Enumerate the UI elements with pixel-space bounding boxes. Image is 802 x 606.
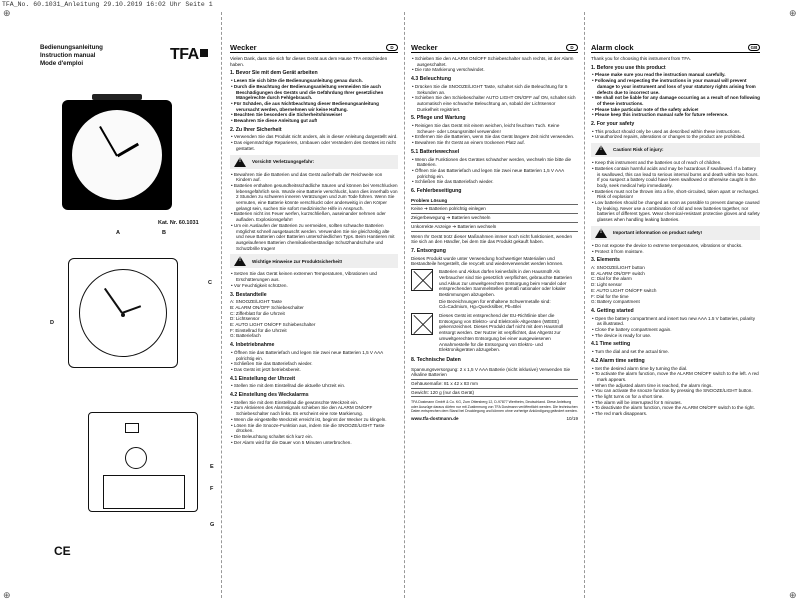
- list-item: • Lösen Sie die Snooze-Funktion aus, indem Sie die SNOOZE/LIGHT Taste drücken.: [230, 423, 398, 434]
- label-a: A: [116, 230, 120, 236]
- list-item: • Batteries contain harmful acids and may be hazardous if swallowed. If a battery is swallowed, this can lead to serious internal burns and death within two hours. If you suspect a battery could have been swallowed or otherwise caught in the body, seek medical help immediately.: [591, 166, 760, 189]
- list-item: • Öffnen Sie das Batteriefach und legen Sie zwei neue Batterien 1,5 V AAA polrichtig ein.: [230, 350, 398, 361]
- cover-title-en: Instruction manual: [40, 52, 96, 59]
- list-item: • Drücken Sie die SNOOZE/LIGHT Taste, schaltet sich die Beleuchtung für 5 Sekunden an.: [411, 84, 578, 95]
- list-item: • Protect it from moisture.: [591, 249, 760, 255]
- list-item: • Do not expose the device to extreme temperatures, vibrations or shocks.: [591, 243, 760, 249]
- de1-intro: Vielen Dank, dass Sie sich für dieses Gerät aus dem Hause TFA entschieden haben.: [230, 56, 388, 67]
- website-link[interactable]: www.tfa-dostmann.de: [411, 416, 459, 422]
- de1-caution-box: ! Vorsicht! Verletzungsgefahr:: [230, 155, 398, 169]
- fold-line: [404, 12, 405, 598]
- table-header: Problem Lösung: [411, 197, 578, 205]
- list-item: B: ALARM ON/OFF switch: [591, 270, 645, 276]
- label-f: F: [210, 486, 214, 492]
- de2-weee-text: Dieses Gerät ist entsprechend der EU-Richtlinie über die Entsorgung von Elektro- und Elektronik-Altgeräten (WEEE) gekennzeichnet. Dieses Produkt darf nicht mit dem Hausmüll entsorgt werden. Der Nutzer ist verpflichtet, das Altgerät zur umweltgerechten Entsorgung bei einer ausgewiesenen Annahmestelle für die Entsorgung von Elektro- und Elektronikgeräten abzugeben.: [439, 313, 564, 353]
- crossed-bin-icon: [411, 313, 433, 335]
- list-item: • Lesen Sie sich bitte die Bedienungsanleitung genau durch.: [230, 78, 398, 84]
- clock-image-diagram: [68, 258, 178, 368]
- list-item: • Following and respecting the instructions in your manual will prevent damage to your instrument and loss of your statutory rights arising from defects due to incorrect use.: [591, 78, 760, 95]
- de2-s7: 7. Entsorgung: [411, 247, 446, 254]
- de2-battery-text: Batterien und Akkus dürfen keinesfalls in den Hausmüll! Als Verbraucher sind Sie gesetzlich verpflichtet, gebrauchte Batterien und Akkus zur umweltgerechten Entsorgung beim Handel oder entsprechenden Sammelstellen gemäß nationaler oder lokaler Bestimmungen abzugeben.: [439, 269, 573, 297]
- list-item: • You can activate the snooze function by pressing the SNOOZE/LIGHT button.: [591, 388, 760, 394]
- cover-title-fr: Mode d'emploi: [40, 60, 84, 67]
- cover-panel: [40, 44, 216, 604]
- registration-mark: ⊕: [3, 590, 11, 600]
- list-item: • Batteries must not be thrown into a fire, short-circuited, taken apart or recharged. Risk of explosion!: [591, 189, 760, 200]
- list-item: • Schieben Sie den Schiebeschalter AUTO LIGHT ON/OFF auf ON, schaltet sich automatisch eine schwache Beleuchtung an, sobald der Lichtsensor Dunkelheit registriert.: [411, 95, 578, 112]
- list-item: • Der Alarm wird für die Dauer von 5 Minuten unterbrochen.: [230, 440, 398, 446]
- de1-country-code: D: [386, 44, 398, 51]
- list-item: • Unauthorized repairs, alterations or changes to the product are prohibited.: [591, 134, 760, 140]
- list-item: • Batterien enthalten gesundheitsschädliche Säuren und können bei Verschlucken lebensgefährlich sein. Wurde eine Batterie verschluckt, kann dies innerhalb von 2 Stunden zu schweren inneren Verätzungen und zum Tode führen. Wenn Sie vermuten, eine Batterie könnte verschluckt oder anderweitig in den Körper gelangt sein, suchen Sie sofort medizinische Hilfe in Anspruch.: [230, 183, 398, 212]
- list-item: • The red mark disappears.: [591, 411, 760, 417]
- de1-s3: 3. Bestandteile: [230, 291, 267, 298]
- en-page: [591, 44, 760, 600]
- list-item: F: Einstellrad für die Uhrzeit: [230, 327, 287, 333]
- list-item: • Please make sure you read the instruction manual carefully.: [591, 72, 760, 78]
- cover-title-de: Bedienungsanleitung: [40, 44, 103, 51]
- de2-s43: 4.3 Beleuchtung: [411, 76, 452, 83]
- list-item: • We shall not be liable for any damage occurring as a result of non following of these instructions.: [591, 95, 760, 106]
- list-item: • Setzen Sie das Gerät keinen extremen Temperaturen, Vibrationen und Erschütterungen aus.: [230, 271, 398, 282]
- list-item: • Öffnen Sie das Batteriefach und legen Sie zwei neue Batterien 1,5 V AAA polrichtig ein.: [411, 168, 578, 179]
- de1-s1: 1. Bevor Sie mit dem Gerät arbeiten: [230, 70, 318, 77]
- de2-s6: 6. Fehlerbeseitigung: [411, 188, 462, 195]
- fold-line: [221, 12, 222, 598]
- fold-line: [584, 12, 585, 598]
- table-row: Zeigerbewegung ➔ Batterien wechseln: [411, 214, 578, 223]
- list-item: • Open the battery compartment and insert two new AAA 1.5 V batteries, polarity as illustrated.: [591, 316, 760, 327]
- list-item: A: SNOOZE/LIGHT button: [591, 264, 645, 270]
- list-item: • Bewahren Sie die Batterien und das Gerät außerhalb der Reichweite von Kindern auf.: [230, 172, 398, 183]
- list-item: C: Dial for the alarm: [591, 276, 632, 282]
- en-s41: 4.1 Time setting: [591, 341, 631, 348]
- tfa-logo: TFA: [170, 46, 208, 64]
- list-item: D: Light sensor: [591, 282, 622, 288]
- list-item: • This product should only be used as described within these instructions.: [591, 129, 760, 135]
- list-item: E: AUTO LIGHT ON/OFF Schiebeschalter: [230, 322, 316, 328]
- warning-icon: [595, 145, 607, 155]
- list-item: • Das eigenmächtige Reparieren, Umbauen oder Verändern des Gerätes ist nicht gestattet.: [230, 140, 398, 151]
- label-b: B: [162, 230, 166, 236]
- list-item: • Für Schäden, die aus Nichtbeachtung dieser Bedienungsanleitung verursacht werden, übernehmen wir keine Haftung.: [230, 101, 398, 112]
- table-row: Unkorrekte Anzeige ➔ Batterien wechseln: [411, 222, 578, 231]
- de2-s8: 8. Technische Daten: [411, 356, 461, 363]
- table-row: Spannungsversorgung: 2 x 1,5 V AAA Batterie (nicht inklusive) Verwenden Sie Alkaline Batterien: [411, 366, 578, 380]
- table-row: Gehäusemaße: 81 x 42 x 83 mm: [411, 380, 578, 389]
- en-caution-box: ! Caution! Risk of injury:: [591, 143, 760, 157]
- list-item: • Schieben Sie den ALARM ON/OFF Schiebeschalter nach rechts, ist der Alarm ausgeschaltet.: [411, 56, 578, 67]
- list-item: • Die Beleuchtung schaltet sich kurz ein.: [230, 434, 398, 440]
- de1-s42: 4.2 Einstellung des Weckalarms: [230, 392, 309, 399]
- de-page-1: [230, 44, 398, 600]
- clock-image-front: [62, 100, 172, 210]
- registration-mark: ⊕: [3, 8, 11, 18]
- list-item: • Please keep this instruction manual safe for future reference.: [591, 112, 760, 118]
- de1-s2: 2. Zu Ihrer Sicherheit: [230, 126, 282, 133]
- de2-s7-text: Dieses Produkt wurde unter Verwendung hochwertiger Materialien und Bestandteile hergestellt, die recycelt und wiederverwendet werden können.: [411, 255, 564, 267]
- list-item: • When the adjusted alarm time is reached, the alarm rings.: [591, 383, 760, 389]
- list-item: • Wenn die eingestellte Weckzeit erreicht ist, beginnt der Wecker zu klingeln.: [230, 417, 398, 423]
- label-e: E: [210, 464, 214, 470]
- tech-data-table: [411, 366, 578, 398]
- de1-s4: 4. Inbetriebnahme: [230, 342, 275, 349]
- en-s42: 4.2 Alarm time setting: [591, 357, 645, 364]
- registration-mark: ⊕: [789, 590, 797, 600]
- de2-country-code: D: [566, 44, 578, 51]
- list-item: • Reinigen Sie das Gerät mit einem weichen, leicht feuchten Tuch. Keine Scheuer- oder Lösungsmittel verwenden!: [411, 123, 578, 134]
- list-item: • Set the desired alarm time by turning the dial.: [591, 366, 760, 372]
- label-c: C: [208, 280, 212, 286]
- crossed-bin-icon: [411, 269, 433, 291]
- en-s1: 1. Before you use this product: [591, 64, 666, 71]
- en-title: Alarm clock: [591, 44, 634, 52]
- list-item: B: ALARM ON/OFF Schiebeschalter: [230, 304, 304, 310]
- de-page-2: [411, 44, 578, 600]
- en-s4: 4. Getting started: [591, 307, 634, 314]
- list-item: F: Dial for the time: [591, 293, 629, 299]
- en-country-code: GB: [748, 44, 760, 51]
- list-item: • Entfernen Sie die Batterien, wenn Sie das Gerät längere Zeit nicht verwenden.: [411, 134, 578, 140]
- list-item: A: SNOOZE/LIGHT Taste: [230, 299, 282, 305]
- en-intro: Thank you for choosing this instrument from TFA.: [591, 56, 692, 61]
- list-item: • Batterien nicht ins Feuer werfen, kurzschließen, auseinander nehmen oder aufladen. Explosionsgefahr!: [230, 211, 398, 222]
- label-d: D: [50, 320, 54, 326]
- troubleshooting-table: [411, 197, 578, 232]
- list-item: • Turn the dial and set the actual time.: [591, 349, 760, 355]
- list-item: • Schließen Sie das Batteriefach wieder.: [411, 179, 578, 185]
- list-item: • The light turns on for a short time.: [591, 394, 760, 400]
- list-item: • Um ein Auslaufen der Batterien zu vermeiden, sollten schwache Batterien möglichst schnell ausgetauscht werden. Verwenden Sie nie gleichzeitig alte und neue Batterien oder Batterien unterschiedlichen Typs. Beim Hantieren mit ausgelaufenen Batterien chemikalienbeständige Schutzhandschuhe und Schutzbrille tragen!: [230, 223, 398, 252]
- en-s2: 2. For your safety: [591, 121, 635, 128]
- de2-title: Wecker: [411, 44, 438, 52]
- de2-s6-text: Wenn Ihr Gerät trotz dieser Maßnahmen immer noch nicht funktioniert, wenden Sie sich an den Händler, bei dem Sie das Produkt gekauft haben.: [411, 233, 573, 245]
- list-item: • Das Gerät ist jetzt betriebsbereit.: [230, 367, 398, 373]
- page-number: 10/19: [566, 416, 578, 422]
- ce-mark: CE: [54, 544, 71, 558]
- list-item: E: AUTO LIGHT ON/OFF switch: [591, 287, 657, 293]
- list-item: • Please take particular note of the safety advice!: [591, 107, 760, 113]
- list-item: • Die rote Markierung verschwindet.: [411, 67, 578, 73]
- list-item: • Stellen Sie mit dem Einstellrad die gewünschte Weckzeit ein.: [230, 400, 398, 406]
- de2-battery-text-2: Die Bezeichnungen für enthaltene Schwermetalle sind: Cd=Cadmium, Hg=Quecksilber, Pb=Blei: [439, 298, 551, 310]
- list-item: • To activate the alarm function, move the ALARM ON/OFF switch to the left. A red mark appears.: [591, 371, 760, 382]
- list-item: • Bewahren Sie diese Anleitung gut auf!: [230, 118, 398, 124]
- list-item: • Stellen Sie mit dem Einstellrad die aktuelle Uhrzeit ein.: [230, 383, 398, 389]
- list-item: • Vor Feuchtigkeit schützen.: [230, 283, 398, 289]
- list-item: • To deactivate the alarm function, move the ALARM ON/OFF switch to the right.: [591, 405, 760, 411]
- warning-icon: [234, 256, 246, 266]
- de2-fine-print: TFA Dostmann GmbH & Co. KG, Zum Ottersberg 12, D-97877 Wertheim, Deutschland. Diese Anleitung oder Auszüge daraus dürfen nur mit Zustimmung von TFA Dostmann veröffentlicht werden. Die technischen Daten entsprechen dem Stand bei Drucklegung und können ohne vorherige Ankündigung geändert werden.: [411, 400, 578, 414]
- list-item: • Schließen Sie das Batteriefach wieder.: [230, 361, 398, 367]
- list-item: • The device is ready for use.: [591, 333, 760, 339]
- de1-product-safety-box: ! Wichtige Hinweise zur Produktsicherheit!: [230, 254, 398, 268]
- de1-title: Wecker: [230, 44, 257, 52]
- list-item: • The alarm will be interrupted for 5 minutes.: [591, 400, 760, 406]
- list-item: G: Batteriefach: [230, 333, 261, 339]
- en-s3: 3. Elements: [591, 257, 620, 264]
- list-item: • Low batteries should be changed as soon as possible to prevent damage caused by leaking. Never use a combination of old and new batteries together, nor batteries of different types. Wear chemical-resistant protective gloves and safety glasses when handling leaking batteries.: [591, 200, 760, 223]
- table-row: Gewicht: 120 g (nur das Gerät): [411, 388, 578, 397]
- de2-s51: 5.1 Batteriewechsel: [411, 148, 460, 155]
- de1-s41: 4.1 Einstellung der Uhrzeit: [230, 375, 296, 382]
- table-row: Keine ➔ Batterien polrichtig einlegen: [411, 205, 578, 214]
- en-product-safety-box: ! Important information on product safety!: [591, 226, 760, 240]
- list-item: • Wenn die Funktionen des Gerätes schwächer werden, wechseln Sie bitte die Batterien.: [411, 157, 578, 168]
- list-item: • Zum Aktivieren des Alarmsignals schieben Sie den ALARM ON/OFF Schiebeschalter nach links. Es erscheint eine rote Markierung.: [230, 405, 398, 416]
- list-item: • Verwenden Sie das Produkt nicht anders, als in dieser Anleitung dargestellt wird.: [230, 134, 398, 140]
- list-item: • Beachten Sie besonders die Sicherheitshinweise!: [230, 112, 398, 118]
- list-item: • Close the battery compartment again.: [591, 327, 760, 333]
- print-header: TFA_No. 60.1031_Anleitung 29.10.2019 16:02 Uhr Seite 1: [2, 1, 213, 8]
- de2-s5: 5. Pflege und Wartung: [411, 115, 466, 122]
- catalog-number: Kat. Nr. 60.1031: [158, 220, 199, 226]
- label-g: G: [210, 522, 215, 528]
- list-item: • Bewahren Sie Ihr Gerät an einem trockenen Platz auf.: [411, 140, 578, 146]
- list-item: D: Lichtsensor: [230, 316, 260, 322]
- clock-image-back: [88, 412, 198, 512]
- list-item: C: Zifferblatt für die Uhrzeit: [230, 310, 285, 316]
- registration-mark: ⊕: [789, 8, 797, 18]
- warning-icon: [595, 228, 607, 238]
- warning-icon: [234, 157, 246, 167]
- list-item: • Keep this instrument and the batteries out of reach of children.: [591, 160, 760, 166]
- list-item: G: Battery compartment: [591, 299, 640, 305]
- list-item: • Durch die Beachtung der Bedienungsanleitung vermeiden Sie auch Beschädigungen des Geräts und die Gefährdung Ihrer gesetzlichen Mängelrechte durch Fehlgebrauch.: [230, 84, 398, 101]
